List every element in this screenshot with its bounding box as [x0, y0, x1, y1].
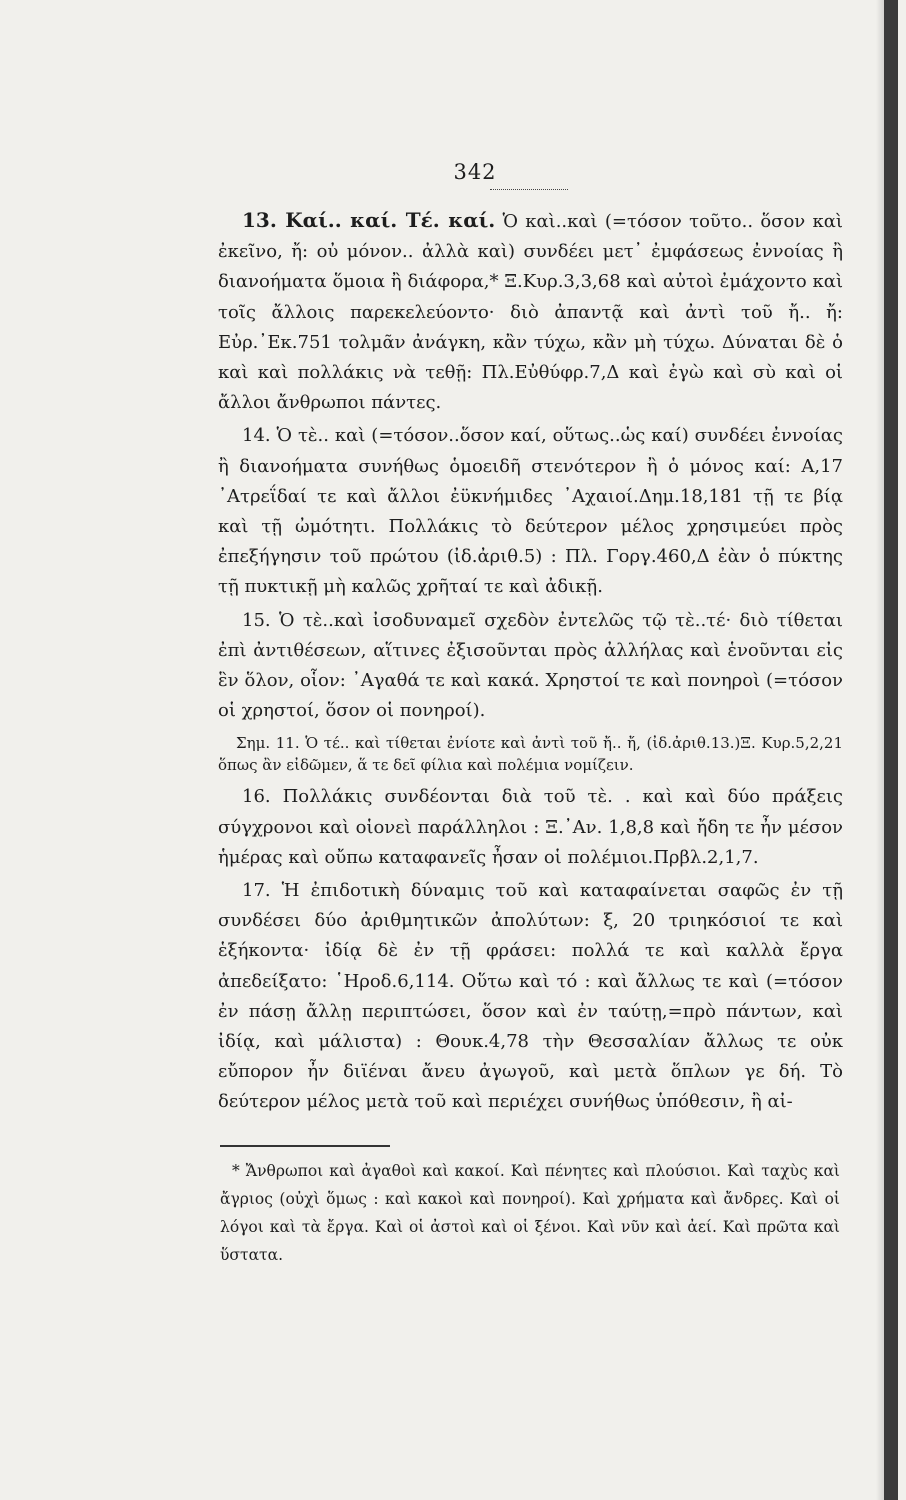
page-number: 342 — [453, 160, 497, 184]
paragraph-13-heading: 13. Καί.. καί. Τέ. καί. — [242, 208, 496, 232]
paragraph-15: 15. Ὁ τὲ..καὶ ἰσοδυναμεῖ σχεδὸν ἐντελῶς τῷ τὲ..τέ· διὸ τίθεται ἐπὶ ἀντιθέσεων, αἵτινες ἐξισοῦνται πρὸς ἀλλήλας καὶ ἑνοῦνται εἰς ἓν ὅλον, οἷον: ᾽Αγαθά τε καὶ κακά. Χρηστοί τε καὶ πονηροὶ (=τόσον οἱ χρηστοί, ὅσον οἱ πονηροί). — [218, 609, 843, 722]
page-number-rule — [490, 189, 568, 190]
footnote-rule — [220, 1145, 390, 1147]
scan-edge — [884, 0, 898, 1500]
paragraph-13 — [218, 205, 843, 418]
paragraph-16: 16. Πολλάκις συνδέονται διὰ τοῦ τὲ. . καὶ καὶ δύο πράξεις σύγχρονοι καὶ οἱονεὶ παράλληλοι : Ξ.᾽Αν. 1,8,8 καὶ ἤδη τε ἦν μέσον ἡμέρας καὶ οὔπω καταφανεῖς ἦσαν οἱ πολέμιοι.Πρβλ.2,1,7. — [218, 786, 843, 868]
main-text — [218, 205, 843, 1118]
page-shadow — [876, 0, 884, 1500]
paragraph-14: 14. Ὁ τὲ.. καὶ (=τόσον..ὅσον καί, οὕτως..ὡς καί) συνδέει ἐννοίας ἢ διανοήματα συνήθως ὁμοειδῆ στενότερον ἢ ὁ μόνος καί: Α,17 ᾽Ατρεΐδαί τε καὶ ἄλλοι ἐϋκνήμιδες ᾽Αχαιοί.Δημ.18,181 τῇ τε βίᾳ καὶ τῇ ὠμότητι. Πολλάκις τὸ δεύτερον μέλος χρησιμεύει πρὸς ἐπεξήγησιν τοῦ πρώτου (ἰδ.ἀριθ.5) : Πλ. Γοργ.460,Δ ἐὰν ὁ πύκτης τῇ πυκτικῇ μὴ καλῶς χρῆταί τε καὶ ἀδικῇ. — [218, 425, 843, 598]
paragraph-13-body: Ὁ καὶ..καὶ (=τόσον τοῦτο.. ὅσον καὶ ἐκεῖνο, ἤ: οὐ μόνον.. ἀλλὰ καὶ) συνδέει μετ᾽ ἐμφάσεως ἐννοίας ἢ διανοήματα ὅμοια ἢ διάφορα,* Ξ.Κυρ.3,3,68 καὶ αὐτοὶ ἐμάχοντο καὶ τοῖς ἄλλοις παρεκελεύοντο· διὸ ἀπαντᾷ καὶ ἀντὶ τοῦ ἤ.. ἤ: Εὐρ.᾽Εκ.751 τολμᾶν ἀνάγκη, κἂν τύχω, κἂν μὴ τύχω. Δύναται δὲ ὁ καὶ καὶ πολλάκις νὰ τεθῇ: Πλ.Εὐθύφρ.7,Δ καὶ ἐγὼ καὶ σὺ καὶ οἱ ἄλλοι ἄνθρωποι πάντες. — [218, 211, 843, 414]
note-11: Σημ. 11. Ὁ τέ.. καὶ τίθεται ἐνίοτε καὶ ἀντὶ τοῦ ἤ.. ἤ, (ἰδ.ἀριθ.13.)Ξ. Κυρ.5,2,21 ὅπως ἂν εἰδῶμεν, ἅ τε δεῖ φίλια καὶ πολέμια νομίζειν. — [218, 734, 843, 775]
paragraph-17: 17. Ἡ ἐπιδοτικὴ δύναμις τοῦ καὶ καταφαίνεται σαφῶς ἐν τῇ συνδέσει δύο ἀριθμητικῶν ἀπολύτων: ξ, 20 τριηκόσιοί τε καὶ ἑξήκοντα· ἰδίᾳ δὲ ἐν τῇ φράσει: πολλά τε καὶ καλλὰ ἔργα ἀπεδείξατο: ῾Ηροδ.6,114. Οὕτω καὶ τό : καὶ ἄλλως τε καὶ (=τόσον ἐν πάσῃ ἄλλῃ περιπτώσει, ὅσον καὶ ἐν ταύτῃ,=πρὸ πάντων, καὶ ἰδίᾳ, καὶ μάλιστα) : Θουκ.4,78 τὴν Θεσσαλίαν ἄλλως τε οὐκ εὔπορον ἦν διϊέναι ἄνευ ἀγωγοῦ, καὶ μετὰ ὅπλων γε δή. Τὸ δεύτερον μέλος μετὰ τοῦ καὶ περιέχει συνήθως ὑπόθεσιν, ἢ αἰ- — [218, 880, 843, 1113]
footnote: * Ἄνθρωποι καὶ ἀγαθοὶ καὶ κακοί. Καὶ πένητες καὶ πλούσιοι. Καὶ ταχὺς καὶ ἄγριος (οὐχὶ ὅμως : καὶ κακοὶ καὶ πονηροί). Καὶ χρήματα καὶ ἄνδρες. Καὶ οἱ λόγοι καὶ τὰ ἔργα. Καὶ οἱ ἀστοὶ καὶ οἱ ξένοι. Καὶ νῦν καὶ ἀεί. Καὶ πρῶτα καὶ ὕστατα. — [220, 1162, 840, 1264]
